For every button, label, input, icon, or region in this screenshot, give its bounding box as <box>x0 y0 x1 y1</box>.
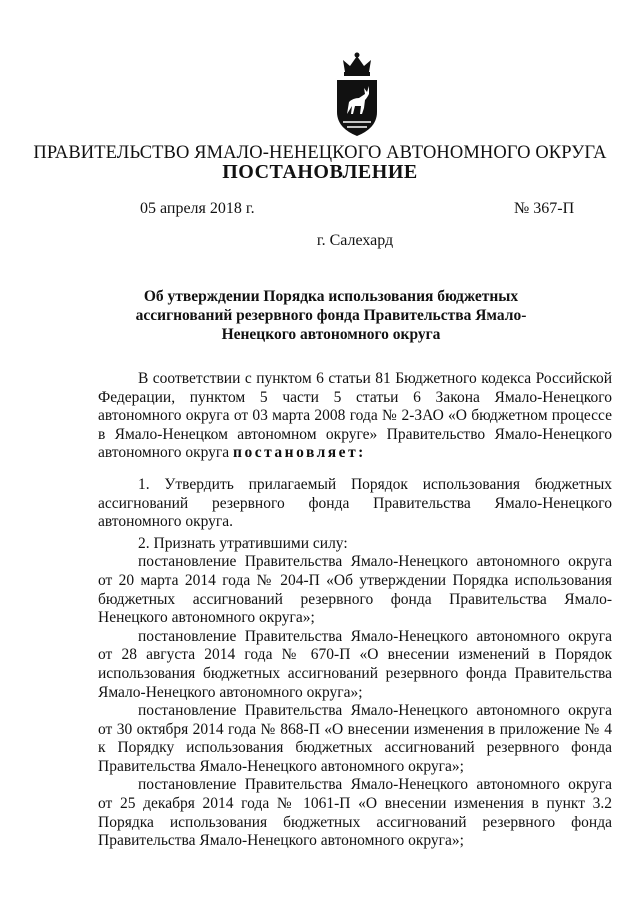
preamble-text: В соответствии с пунктом 6 статьи 81 Бюджетного кодекса Российской Федерации, пунктом 5 части 5 статьи 6 Закона Ямало-Ненецкого автономного округа от 03 марта 2008 года № 2-ЗАО «О бюджетном процессе в Ямало-Ненецком автономном округе» Правительство Ямало-Ненецкого автономного округа <box>98 370 612 462</box>
document-body <box>98 370 612 851</box>
item-paragraph: постановление Правительства Ямало-Ненецкого автономного округа от 28 августа 2014 года № 670-П «О внесении изменений в Порядок использования бюджетных ассигнований резервного фонда Правительства Ямало-Ненецкого автономного округа»; <box>98 627 612 701</box>
item-paragraph: постановление Правительства Ямало-Ненецкого автономного округа от 25 декабря 2014 года № 1061-П «О внесении изменения в пункт 3.2 Порядка использования бюджетных ассигнований резервного фонда Правительства Ямало-Ненецкого автономного округа»; <box>98 776 612 850</box>
resolves-word: постановляет: <box>233 444 366 462</box>
document-date: 05 апреля 2018 г. <box>140 200 255 217</box>
document-title: Об утверждении Порядка использования бюджетных ассигнований резервного фонда Правительства Ямало-Ненецкого автономного округа <box>135 288 527 343</box>
government-name: ПРАВИТЕЛЬСТВО ЯМАЛО-НЕНЕЦКОГО АВТОНОМНОГО ОКРУГА <box>33 143 607 163</box>
item-paragraph: постановление Правительства Ямало-Ненецкого автономного округа от 30 октября 2014 года № 868-П «О внесении изменения в приложение № 4 к Порядку использования бюджетных ассигнований резервного фонда Правительства Ямало-Ненецкого автономного округа»; <box>98 702 612 775</box>
item-paragraph: 1. Утвердить прилагаемый Порядок использования бюджетных ассигнований резервного фонда Правительства Ямало-Ненецкого автономного округа. <box>98 475 612 531</box>
coat-of-arms-emblem <box>331 50 383 142</box>
document-number: № 367-П <box>514 200 575 217</box>
document-city: г. Салехард <box>316 232 394 249</box>
document-type: ПОСТАНОВЛЕНИЕ <box>222 161 418 183</box>
preamble-paragraph <box>98 370 612 463</box>
item-paragraph: 2. Признать утратившими силу: <box>138 534 348 552</box>
item-paragraph: постановление Правительства Ямало-Ненецкого автономного округа от 20 марта 2014 года № 204-П «Об утверждении Порядка использования бюджетных ассигнований резервного фонда Правительства Ямало-Ненецкого автономного округа»; <box>98 553 612 627</box>
